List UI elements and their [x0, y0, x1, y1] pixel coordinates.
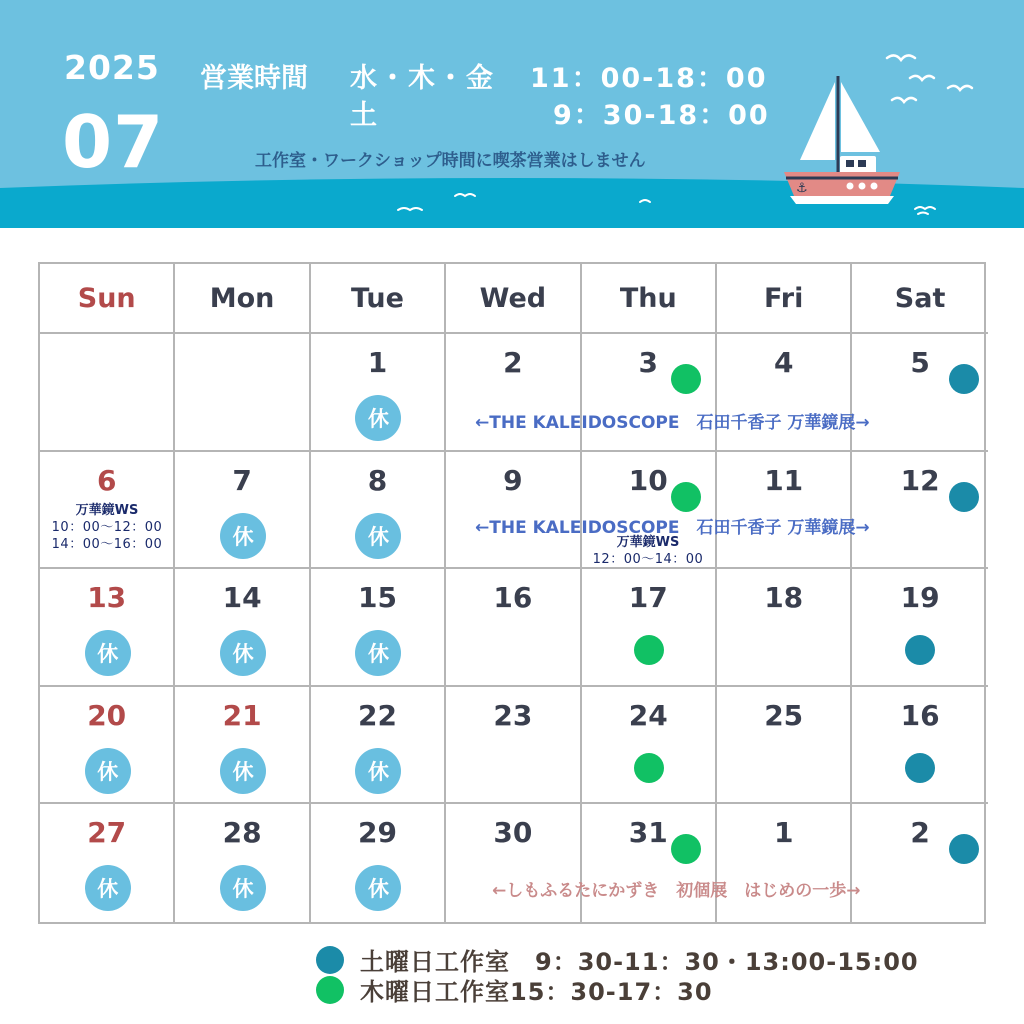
workshop-time: 10：00〜12：00 — [51, 520, 163, 535]
day-cell — [717, 452, 852, 570]
business-days-weekday: 水・木・金 — [350, 63, 495, 94]
business-time-weekday: 11：00-18：00 — [530, 63, 768, 94]
day-cell — [582, 687, 717, 805]
workshop-time: 12：00〜14：00 — [592, 552, 704, 567]
legend-saturday-text: 土曜日工作室 9：30-11：30・13:00-15:00 — [360, 948, 919, 976]
closed-badge: 休 — [355, 513, 401, 559]
notice-text: 工作室・ワークショップ時間に喫茶営業はしません — [255, 151, 646, 171]
kaleidoscope-workshop-sunday — [42, 502, 172, 553]
day-cell — [446, 334, 581, 452]
day-cell — [40, 569, 175, 687]
day-cell — [852, 687, 987, 805]
day-cell — [311, 569, 446, 687]
day-number: 13 — [87, 581, 127, 615]
day-number: 12 — [900, 463, 940, 497]
day-number: 31 — [628, 816, 668, 850]
day-number: 1 — [367, 346, 388, 379]
closed-badge: 休 — [220, 513, 266, 559]
day-cell — [717, 687, 852, 805]
kaleidoscope-exhibition-banner: ←THE KALEIDOSCOPE 石田千香子 万華鏡展→ — [475, 518, 870, 538]
weekday-header-2: Tue — [311, 264, 446, 334]
thursday-workshop-dot-icon — [634, 635, 664, 665]
day-number: 10 — [628, 463, 668, 497]
day-number: 21 — [222, 698, 262, 732]
day-cell — [40, 334, 175, 452]
workshop-title: 万華鏡WS — [75, 503, 139, 518]
day-number: 8 — [367, 463, 388, 497]
day-number: 7 — [232, 463, 252, 497]
saturday-workshop-dot-icon — [949, 364, 979, 394]
svg-text:⚓: ⚓ — [796, 181, 808, 196]
weekday-header-6: Sat — [852, 264, 987, 334]
day-cell — [175, 804, 310, 922]
day-number: 23 — [493, 698, 533, 732]
business-days-saturday: 土 — [350, 100, 377, 131]
day-number: 16 — [493, 581, 533, 615]
day-number: 17 — [628, 581, 668, 615]
day-cell — [446, 804, 581, 922]
year-label: 2025 — [64, 48, 160, 87]
day-number: 16 — [900, 698, 940, 732]
closed-badge: 休 — [85, 630, 131, 676]
thursday-workshop-dot-icon — [671, 364, 701, 394]
day-number: 27 — [87, 816, 127, 850]
day-cell — [446, 569, 581, 687]
day-number: 22 — [358, 698, 397, 732]
day-number: 2 — [910, 816, 930, 850]
day-cell — [717, 569, 852, 687]
day-number: 28 — [222, 816, 262, 850]
header-banner — [0, 0, 1024, 228]
saturday-workshop-dot-icon — [905, 635, 935, 665]
day-cell — [852, 569, 987, 687]
day-number: 11 — [764, 463, 804, 497]
month-label: 07 — [62, 100, 165, 184]
day-cell — [717, 804, 852, 922]
closed-badge: 休 — [220, 748, 266, 794]
day-cell — [311, 334, 446, 452]
day-number: 14 — [222, 581, 262, 615]
day-number: 18 — [764, 581, 804, 615]
day-cell — [175, 452, 310, 570]
day-cell — [852, 804, 987, 922]
day-cell — [311, 804, 446, 922]
day-cell — [175, 687, 310, 805]
day-cell — [175, 569, 310, 687]
day-cell — [40, 804, 175, 922]
day-number: 25 — [764, 698, 804, 732]
day-cell — [175, 334, 310, 452]
closed-badge: 休 — [355, 865, 401, 911]
closed-badge: 休 — [85, 748, 131, 794]
workshop-title: 万華鏡WS — [616, 535, 680, 550]
calendar-grid — [38, 262, 986, 924]
legend-thursday-text: 木曜日工作室15：30-17：30 — [360, 978, 713, 1006]
day-cell — [582, 804, 717, 922]
saturday-workshop-dot-icon — [905, 753, 935, 783]
closed-badge: 休 — [220, 865, 266, 911]
kaleidoscope-exhibition-banner: ←THE KALEIDOSCOPE 石田千香子 万華鏡展→ — [475, 413, 870, 433]
day-cell — [40, 687, 175, 805]
closed-badge: 休 — [355, 395, 401, 441]
day-number: 30 — [493, 816, 533, 850]
shimofuru-exhibition-banner: ←しもふるたにかずき 初個展 はじめの一歩→ — [492, 881, 861, 901]
closed-badge: 休 — [355, 630, 401, 676]
day-number: 9 — [503, 463, 523, 497]
day-cell — [582, 569, 717, 687]
day-number: 24 — [628, 698, 668, 732]
day-cell — [311, 687, 446, 805]
weekday-header-1: Mon — [175, 264, 310, 334]
business-time-saturday: 9：30-18：00 — [553, 100, 770, 131]
weekday-header-5: Fri — [717, 264, 852, 334]
closed-badge: 休 — [220, 630, 266, 676]
day-number: 2 — [503, 346, 523, 379]
day-cell — [446, 452, 581, 570]
thursday-workshop-dot-icon — [671, 834, 701, 864]
saturday-dot-icon — [316, 946, 344, 974]
closed-badge: 休 — [85, 865, 131, 911]
business-hours-label: 営業時間 — [200, 63, 308, 94]
thursday-workshop-dot-icon — [671, 482, 701, 512]
legend-thursday — [316, 972, 713, 1007]
day-cell — [717, 334, 852, 452]
day-number: 1 — [773, 816, 794, 850]
day-cell — [852, 334, 987, 452]
day-number: 5 — [910, 346, 930, 379]
thursday-workshop-dot-icon — [634, 753, 664, 783]
day-number: 4 — [773, 346, 794, 379]
day-number: 3 — [638, 346, 659, 379]
day-number: 20 — [87, 698, 127, 732]
day-cell — [582, 334, 717, 452]
weekday-header-0: Sun — [40, 264, 175, 334]
day-number: 6 — [96, 463, 117, 497]
thursday-dot-icon — [316, 976, 344, 1004]
weekday-header-4: Thu — [582, 264, 717, 334]
day-number: 29 — [358, 816, 397, 850]
day-number: 15 — [358, 581, 397, 615]
saturday-workshop-dot-icon — [949, 834, 979, 864]
day-cell — [311, 452, 446, 570]
workshop-time: 14：00〜16：00 — [51, 537, 163, 552]
day-cell — [852, 452, 987, 570]
weekday-header-3: Wed — [446, 264, 581, 334]
saturday-workshop-dot-icon — [949, 482, 979, 512]
kaleidoscope-workshop-thursday — [583, 534, 713, 568]
day-cell — [446, 687, 581, 805]
day-number: 19 — [900, 581, 940, 615]
closed-badge: 休 — [355, 748, 401, 794]
